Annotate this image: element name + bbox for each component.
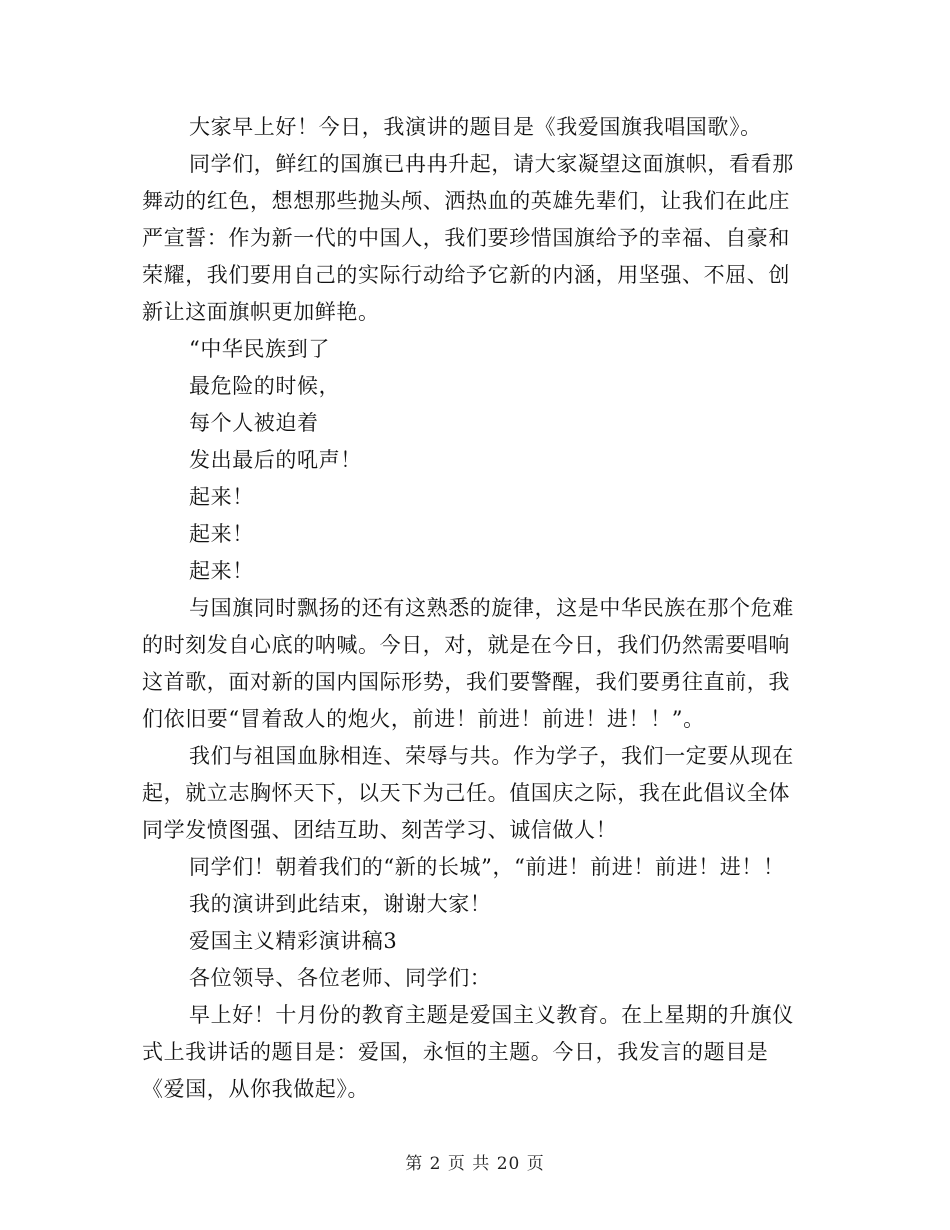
paragraph-line: 同学们！朝着我们的“新的长城”，“前进！前进！前进！进！！: [189, 855, 785, 879]
paragraph-line: 我们与祖国血脉相连、荣辱与共。作为学子，我们一定要从现在: [189, 744, 794, 768]
paragraph-line: 同学们，鲜红的国旗已冉冉升起，请大家凝望这面旗帜，看看那: [189, 152, 794, 176]
paragraph-line: 大家早上好！今日，我演讲的题目是《我爱国旗我唱国歌》。: [189, 115, 762, 139]
poem-line: 每个人被迫着: [189, 411, 319, 435]
page-number-footer: 第 2 页 共 20 页: [405, 1154, 545, 1174]
paragraph-line: 这首歌，面对新的国内国际形势，我们要警醒，我们要勇往直前，我: [142, 670, 790, 694]
poem-line: 起来！: [189, 522, 254, 546]
paragraph-line: 舞动的红色，想想那些抛头颅、洒热血的英雄先辈们，让我们在此庄: [142, 189, 790, 213]
paragraph-line: 式上我讲话的题目是：爱国，永恒的主题。今日，我发言的题目是: [142, 1040, 769, 1064]
paragraph-line: 早上好！十月份的教育主题是爱国主义教育。在上星期的升旗仪: [189, 1003, 794, 1027]
paragraph-line: 与国旗同时飘扬的还有这熟悉的旋律，这是中华民族在那个危难: [189, 596, 794, 620]
paragraph-line: 的时刻发自心底的呐喊。今日，对，就是在今日，我们仍然需要唱响: [142, 633, 790, 657]
salutation-line: 各位领导、各位老师、同学们：: [189, 966, 492, 990]
poem-line: 发出最后的吼声！: [189, 448, 362, 472]
poem-line: 起来！: [189, 559, 254, 583]
paragraph-line: 起，就立志胸怀天下，以天下为己任。值国庆之际，我在此倡议全体: [142, 781, 790, 805]
paragraph-line: 严宣誓：作为新一代的中国人，我们要珍惜国旗给予的幸福、自豪和: [142, 226, 790, 250]
paragraph-line: 同学发愤图强、团结互助、刻苦学习、诚信做人！: [142, 818, 618, 842]
section-heading: 爱国主义精彩演讲稿3: [189, 929, 398, 953]
poem-line: “中华民族到了: [189, 337, 330, 361]
paragraph-line: 新让这面旗帜更加鲜艳。: [142, 300, 380, 324]
paragraph-line: 我的演讲到此结束，谢谢大家！: [189, 892, 492, 916]
paragraph-line: 们依旧要“冒着敌人的炮火，前进！前进！前进！进！！”。: [142, 707, 705, 731]
paragraph-line: 荣耀，我们要用自己的实际行动给予它新的内涵，用坚强、不屈、创: [142, 263, 790, 287]
poem-line: 最危险的时候，: [189, 374, 341, 398]
poem-line: 起来！: [189, 485, 254, 509]
paragraph-line: 《爱国，从你我做起》。: [142, 1077, 370, 1101]
